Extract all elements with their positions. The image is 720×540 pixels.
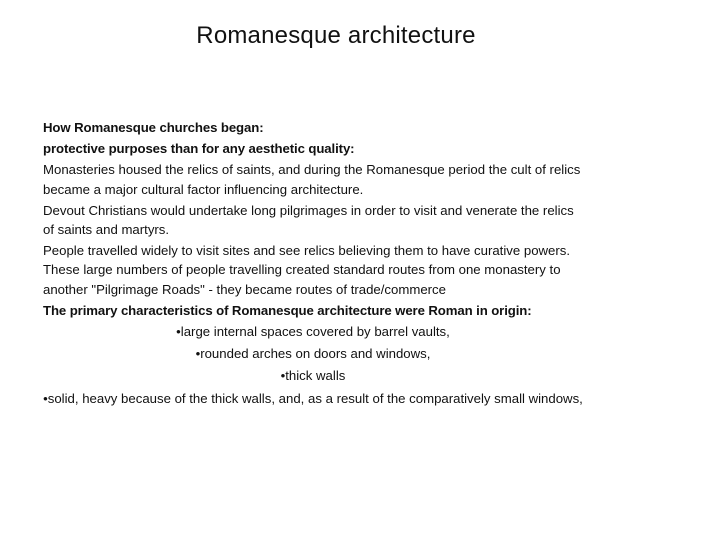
paragraph-people-travelled: People travelled widely to visit sites and see relics believing them to have curative powers. These large numbers of people travelling created standard routes from one monastery to another "Pilgrimage Roads" - they became routes of trade/commerce — [43, 243, 571, 297]
bullet-barrel-vaults: •large internal spaces covered by barrel vaults, — [176, 324, 450, 340]
bullet-rounded-arches: •rounded arches on doors and windows, — [195, 346, 431, 362]
paragraph-monasteries: Monasteries housed the relics of saints, and during the Romanesque period the cult of relics became a major cultural factor influencing architecture. — [43, 162, 581, 197]
paragraph-how-began: How Romanesque churches began: — [43, 120, 264, 135]
bullet-solid-heavy: •solid, heavy because of the thick walls, and, as a result of the comparatively small windows, — [43, 390, 583, 406]
slide-body — [43, 118, 583, 411]
slide-title: Romanesque architecture — [196, 22, 476, 49]
paragraph-protective-purposes: protective purposes than for any aesthetic quality: — [43, 141, 355, 157]
paragraph-devout-christians: Devout Christians would undertake long pilgrimages in order to visit and venerate the relics of saints and martyrs. — [43, 202, 574, 238]
bullet-thick-walls: •thick walls — [280, 368, 346, 384]
paragraph-primary-characteristics: The primary characteristics of Romanesque architecture were Roman in origin: — [43, 302, 532, 318]
